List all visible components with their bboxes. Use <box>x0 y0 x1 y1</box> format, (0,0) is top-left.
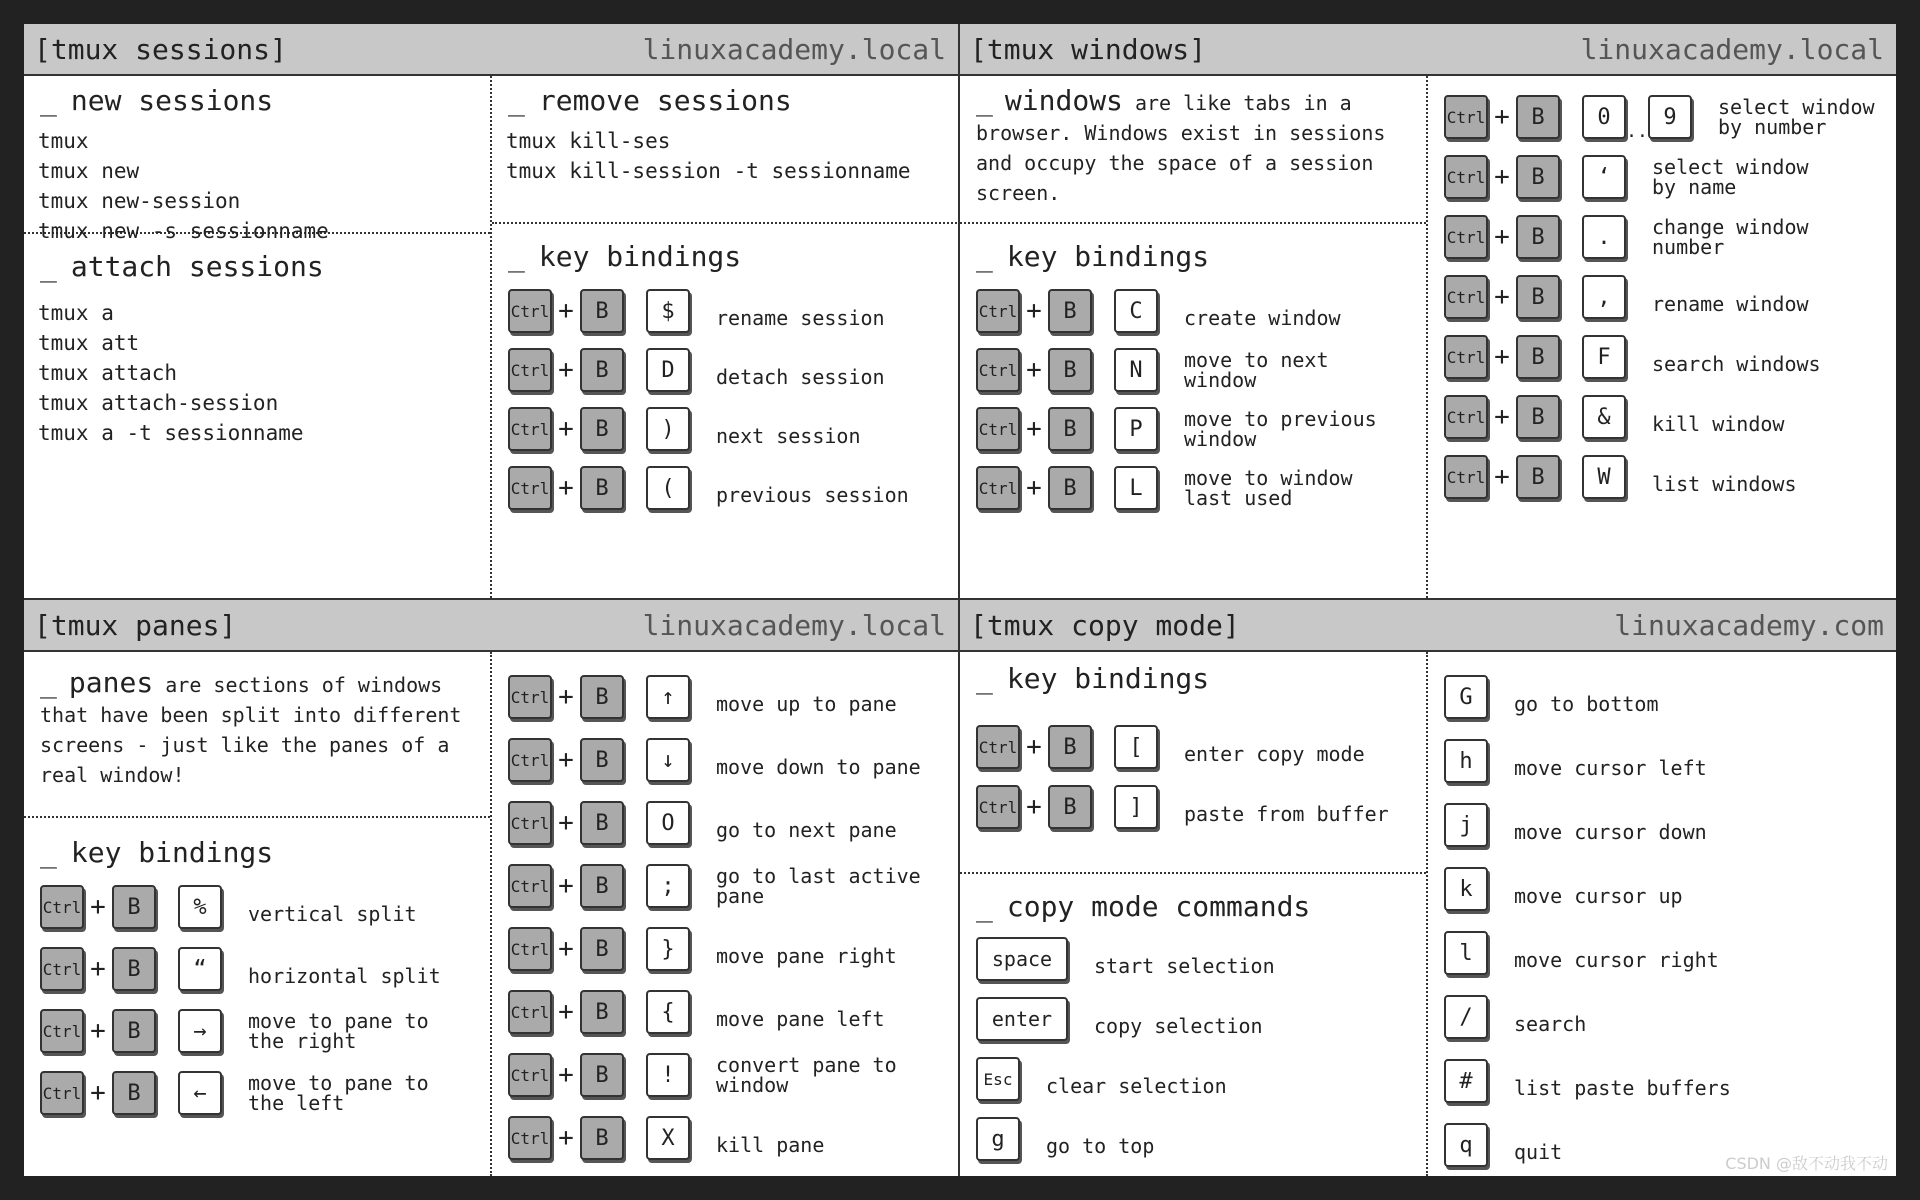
prefix-key: B <box>580 864 624 908</box>
keybinding-row <box>40 944 441 994</box>
ctrl-key: Ctrl <box>508 990 552 1034</box>
copy-mode-title: [tmux copy mode] <box>970 608 1240 642</box>
panes-section <box>24 600 960 1176</box>
keybinding-row <box>1444 672 1659 722</box>
remove-sessions-commands: tmux kill-ses tmux kill-session -t sessionname <box>506 129 911 183</box>
keybinding-description: move cursor right <box>1514 948 1719 972</box>
panes-header <box>24 600 958 652</box>
ctrl-key: Ctrl <box>1444 455 1488 499</box>
keybinding-description: move to pane to the right <box>248 1009 429 1053</box>
action-key: ) <box>646 407 690 451</box>
action-key: j <box>1444 803 1488 847</box>
copy-mode-section <box>960 600 1896 1176</box>
plus-sign: + <box>558 473 574 503</box>
action-key: N <box>1114 348 1158 392</box>
windows-keybindings-block <box>960 226 1426 598</box>
ctrl-key: Ctrl <box>508 289 552 333</box>
ctrl-key: Ctrl <box>508 738 552 782</box>
keybinding-row <box>508 798 897 848</box>
prefix-key: B <box>580 927 624 971</box>
ctrl-key: Ctrl <box>1444 215 1488 259</box>
prefix-key: B <box>112 885 156 929</box>
prefix-key: B <box>1516 455 1560 499</box>
keybinding-row <box>976 463 1353 513</box>
keybinding-description: vertical split <box>248 902 417 926</box>
action-key: ↓ <box>646 738 690 782</box>
keybinding-row <box>976 345 1329 395</box>
prefix-key: B <box>1048 289 1092 333</box>
prefix-key: B <box>580 1116 624 1160</box>
new-sessions-block <box>24 76 490 243</box>
prefix-key: B <box>112 1009 156 1053</box>
windows-section <box>960 24 1896 600</box>
keybinding-row <box>40 882 417 932</box>
prefix-key: B <box>1516 335 1560 379</box>
panes-keybindings-heading: _ key bindings <box>40 836 274 869</box>
range-dots: .. <box>1626 121 1648 142</box>
action-key: Esc <box>976 1057 1020 1101</box>
copy-keybindings-heading: _ key bindings <box>976 662 1210 695</box>
ctrl-key: Ctrl <box>976 289 1020 333</box>
plus-sign: + <box>1026 473 1042 503</box>
prefix-key: B <box>1048 348 1092 392</box>
plus-sign: + <box>558 871 574 901</box>
keybinding-row <box>1444 992 1586 1042</box>
prefix-key: B <box>580 407 624 451</box>
action-key: . <box>1582 215 1626 259</box>
ctrl-key: Ctrl <box>976 785 1020 829</box>
keybinding-row <box>976 286 1341 336</box>
prefix-key: B <box>1048 466 1092 510</box>
prefix-key: B <box>1048 785 1092 829</box>
keybinding-description: rename window <box>1652 292 1809 316</box>
new-sessions-commands: tmux tmux new tmux new-session tmux new -s sessionname <box>38 129 329 243</box>
ctrl-key: Ctrl <box>508 927 552 971</box>
action-key: W <box>1582 455 1626 499</box>
copy-commands-heading: _ copy mode commands <box>976 890 1311 923</box>
windows-title: [tmux windows] <box>970 32 1207 66</box>
plus-sign: + <box>1494 222 1510 252</box>
keybinding-row <box>40 1068 429 1118</box>
prefix-key: B <box>580 466 624 510</box>
keybinding-description: go to next pane <box>716 818 897 842</box>
action-key: “ <box>178 947 222 991</box>
action-key: ↑ <box>646 675 690 719</box>
plus-sign: + <box>558 934 574 964</box>
plus-sign: + <box>90 1078 106 1108</box>
prefix-key: B <box>1048 407 1092 451</box>
plus-sign: + <box>1026 414 1042 444</box>
attach-sessions-heading: _ attach sessions <box>40 250 324 283</box>
action-key: # <box>1444 1059 1488 1103</box>
remove-sessions-heading: _ remove sessions <box>508 84 792 117</box>
keybinding-row <box>976 994 1263 1044</box>
ctrl-key: Ctrl <box>508 1116 552 1160</box>
ctrl-key: Ctrl <box>40 1009 84 1053</box>
ctrl-key: Ctrl <box>40 1071 84 1115</box>
sessions-section <box>24 24 960 600</box>
ctrl-key: Ctrl <box>1444 155 1488 199</box>
plus-sign: + <box>1026 355 1042 385</box>
action-key: l <box>1444 931 1488 975</box>
windows-intro-block <box>960 76 1426 224</box>
attach-sessions-commands: tmux a tmux att tmux attach tmux attach-session tmux a -t sessionname <box>38 301 304 445</box>
plus-sign: + <box>90 892 106 922</box>
plus-sign: + <box>1026 792 1042 822</box>
plus-sign: + <box>558 745 574 775</box>
windows-intro: _ windows are like tabs in a browser. Windows exist in sessions and occupy the space of a session screen. <box>976 84 1386 205</box>
action-key: F <box>1582 335 1626 379</box>
keybinding-row <box>1444 392 1784 442</box>
action-key: g <box>976 1117 1020 1161</box>
attach-sessions-block <box>24 236 490 598</box>
ctrl-key: Ctrl <box>40 885 84 929</box>
keybinding-description: move pane right <box>716 944 897 968</box>
ctrl-key: Ctrl <box>508 1053 552 1097</box>
keybinding-row <box>508 672 897 722</box>
keybinding-description: search <box>1514 1012 1587 1036</box>
prefix-key: B <box>1516 275 1560 319</box>
action-key: ( <box>646 466 690 510</box>
keybinding-row <box>1444 152 1809 202</box>
action-key-range-end: 9 <box>1648 95 1692 139</box>
ctrl-key: Ctrl <box>976 348 1020 392</box>
plus-sign: + <box>558 1060 574 1090</box>
keybinding-row <box>1444 452 1797 502</box>
keybinding-row <box>508 1113 824 1163</box>
keybinding-description: move to window last used <box>1184 466 1353 510</box>
plus-sign: + <box>1026 732 1042 762</box>
plus-sign: + <box>558 682 574 712</box>
keybinding-row <box>1444 1056 1731 1106</box>
copy-mode-header <box>960 600 1896 652</box>
keybinding-description: go to bottom <box>1514 692 1659 716</box>
keybinding-description: copy selection <box>1094 1014 1263 1038</box>
plus-sign: + <box>558 808 574 838</box>
plus-sign: + <box>558 997 574 1027</box>
prefix-key: B <box>580 801 624 845</box>
panes-keybindings-block <box>24 820 490 1176</box>
action-key: ! <box>646 1053 690 1097</box>
ctrl-key: Ctrl <box>508 801 552 845</box>
ctrl-key: Ctrl <box>1444 275 1488 319</box>
keybinding-row <box>1444 864 1683 914</box>
keybinding-row <box>1444 928 1719 978</box>
plus-sign: + <box>558 296 574 326</box>
plus-sign: + <box>1494 282 1510 312</box>
plus-sign: + <box>1494 462 1510 492</box>
plus-sign: + <box>1494 342 1510 372</box>
prefix-key: B <box>1516 95 1560 139</box>
prefix-key: B <box>580 675 624 719</box>
panes-domain: linuxacademy.local <box>642 608 946 642</box>
new-sessions-heading: _ new sessions <box>40 84 274 117</box>
keybinding-description: move to next window <box>1184 348 1329 392</box>
keybinding-row <box>1444 800 1707 850</box>
action-key: ; <box>646 864 690 908</box>
keybinding-description: kill pane <box>716 1133 825 1157</box>
plus-sign: + <box>558 355 574 385</box>
prefix-key: B <box>580 348 624 392</box>
ctrl-key: Ctrl <box>40 947 84 991</box>
action-key: $ <box>646 289 690 333</box>
action-key: D <box>646 348 690 392</box>
action-key: ] <box>1114 785 1158 829</box>
keybinding-description: move pane left <box>716 1007 885 1031</box>
keybinding-description: change window number <box>1652 215 1809 259</box>
ctrl-key: Ctrl <box>1444 395 1488 439</box>
plus-sign: + <box>558 1123 574 1153</box>
prefix-key: B <box>580 289 624 333</box>
keybinding-row <box>508 463 909 513</box>
windows-domain: linuxacademy.local <box>1580 32 1884 66</box>
keybinding-description: select window by name <box>1652 155 1809 199</box>
keybinding-description: list windows <box>1652 472 1797 496</box>
prefix-key: B <box>580 1053 624 1097</box>
sessions-keybindings-block <box>492 226 960 598</box>
plus-sign: + <box>1494 402 1510 432</box>
sessions-header <box>24 24 958 76</box>
keybinding-description: move to previous window <box>1184 407 1377 451</box>
keybinding-description: horizontal split <box>248 964 441 988</box>
action-key: G <box>1444 675 1488 719</box>
keybinding-description: paste from buffer <box>1184 802 1389 826</box>
keybinding-description: next session <box>716 424 861 448</box>
keybinding-description: move cursor down <box>1514 820 1707 844</box>
keybinding-row <box>508 1050 897 1100</box>
action-key: C <box>1114 289 1158 333</box>
ctrl-key: Ctrl <box>976 725 1020 769</box>
ctrl-key: Ctrl <box>976 466 1020 510</box>
keybinding-description: move up to pane <box>716 692 897 716</box>
keybinding-row <box>1444 736 1707 786</box>
keybinding-description: move down to pane <box>716 755 921 779</box>
plus-sign: + <box>1026 296 1042 326</box>
action-key: % <box>178 885 222 929</box>
keybinding-row <box>1444 1120 1562 1170</box>
action-key: 0 <box>1582 95 1626 139</box>
copy-keybindings-block <box>960 652 1426 874</box>
ctrl-key: Ctrl <box>508 675 552 719</box>
ctrl-key: Ctrl <box>508 864 552 908</box>
ctrl-key: Ctrl <box>508 407 552 451</box>
keybinding-description: rename session <box>716 306 885 330</box>
keybinding-row <box>976 1114 1154 1164</box>
action-key: { <box>646 990 690 1034</box>
keybinding-row <box>1444 272 1809 322</box>
copy-mode-domain: linuxacademy.com <box>1614 608 1884 642</box>
prefix-key: B <box>1516 395 1560 439</box>
action-key: L <box>1114 466 1158 510</box>
keybinding-row <box>1444 212 1809 262</box>
action-key: P <box>1114 407 1158 451</box>
windows-header <box>960 24 1896 76</box>
ctrl-key: Ctrl <box>508 466 552 510</box>
watermark: CSDN @敌不动我不动 <box>1725 1154 1888 1173</box>
action-key: ‘ <box>1582 155 1626 199</box>
keybinding-description: search windows <box>1652 352 1821 376</box>
keybinding-row <box>1444 92 1875 142</box>
action-key: X <box>646 1116 690 1160</box>
prefix-key: B <box>1048 725 1092 769</box>
prefix-key: B <box>580 738 624 782</box>
prefix-key: B <box>580 990 624 1034</box>
keybinding-row <box>508 345 885 395</box>
action-key: q <box>1444 1123 1488 1167</box>
ctrl-key: Ctrl <box>1444 335 1488 379</box>
keybinding-description: list paste buffers <box>1514 1076 1731 1100</box>
panes-intro: _ panes are sections of windows that have been split into different screens - just like the panes of a real window! <box>40 666 462 787</box>
action-key: O <box>646 801 690 845</box>
action-key: & <box>1582 395 1626 439</box>
keybinding-description: kill window <box>1652 412 1785 436</box>
copy-commands-block <box>960 876 1426 1176</box>
keybinding-description: go to last active pane <box>716 864 921 908</box>
keybinding-description: go to top <box>1046 1134 1155 1158</box>
action-key: , <box>1582 275 1626 319</box>
keybinding-row <box>40 1006 429 1056</box>
keybinding-row <box>976 722 1365 772</box>
keybinding-row <box>508 404 861 454</box>
keybinding-description: detach session <box>716 365 885 389</box>
keybinding-row <box>508 286 885 336</box>
keybinding-description: move cursor left <box>1514 756 1707 780</box>
keybinding-row <box>976 1054 1227 1104</box>
action-key: → <box>178 1009 222 1053</box>
windows-keybindings-heading: _ key bindings <box>976 240 1210 273</box>
keybinding-row <box>976 404 1377 454</box>
keybinding-description: convert pane to window <box>716 1053 897 1097</box>
action-key: ← <box>178 1071 222 1115</box>
action-key: k <box>1444 867 1488 911</box>
keybinding-description: move cursor up <box>1514 884 1683 908</box>
prefix-key: B <box>112 947 156 991</box>
sessions-title: [tmux sessions] <box>34 32 287 66</box>
keybinding-description: quit <box>1514 1140 1563 1164</box>
action-key: [ <box>1114 725 1158 769</box>
plus-sign: + <box>1494 162 1510 192</box>
keybinding-description: clear selection <box>1046 1074 1227 1098</box>
plus-sign: + <box>90 954 106 984</box>
keybinding-description: start selection <box>1094 954 1275 978</box>
plus-sign: + <box>1494 102 1510 132</box>
keybinding-row <box>1444 332 1821 382</box>
keybinding-row <box>976 934 1275 984</box>
plus-sign: + <box>90 1016 106 1046</box>
cheatsheet <box>24 24 1896 1176</box>
ctrl-key: Ctrl <box>976 407 1020 451</box>
panes-intro-block <box>24 652 490 818</box>
keybinding-description: select window by number <box>1718 95 1875 139</box>
keybinding-description: create window <box>1184 306 1341 330</box>
keybinding-row <box>508 924 897 974</box>
prefix-key: B <box>112 1071 156 1115</box>
panes-title: [tmux panes] <box>34 608 237 642</box>
action-key: / <box>1444 995 1488 1039</box>
action-key: h <box>1444 739 1488 783</box>
prefix-key: B <box>1516 155 1560 199</box>
sessions-domain: linuxacademy.local <box>642 32 946 66</box>
prefix-key: B <box>1516 215 1560 259</box>
keybinding-row <box>508 735 921 785</box>
ctrl-key: Ctrl <box>1444 95 1488 139</box>
action-key: enter <box>976 997 1068 1041</box>
keybinding-row <box>976 782 1389 832</box>
action-key: space <box>976 937 1068 981</box>
sessions-keybindings-heading: _ key bindings <box>508 240 742 273</box>
keybinding-row <box>508 861 921 911</box>
keybinding-description: move to pane to the left <box>248 1071 429 1115</box>
ctrl-key: Ctrl <box>508 348 552 392</box>
action-key: } <box>646 927 690 971</box>
remove-sessions-block <box>492 76 960 224</box>
plus-sign: + <box>558 414 574 444</box>
keybinding-description: previous session <box>716 483 909 507</box>
keybinding-description: enter copy mode <box>1184 742 1365 766</box>
keybinding-row <box>508 987 885 1037</box>
